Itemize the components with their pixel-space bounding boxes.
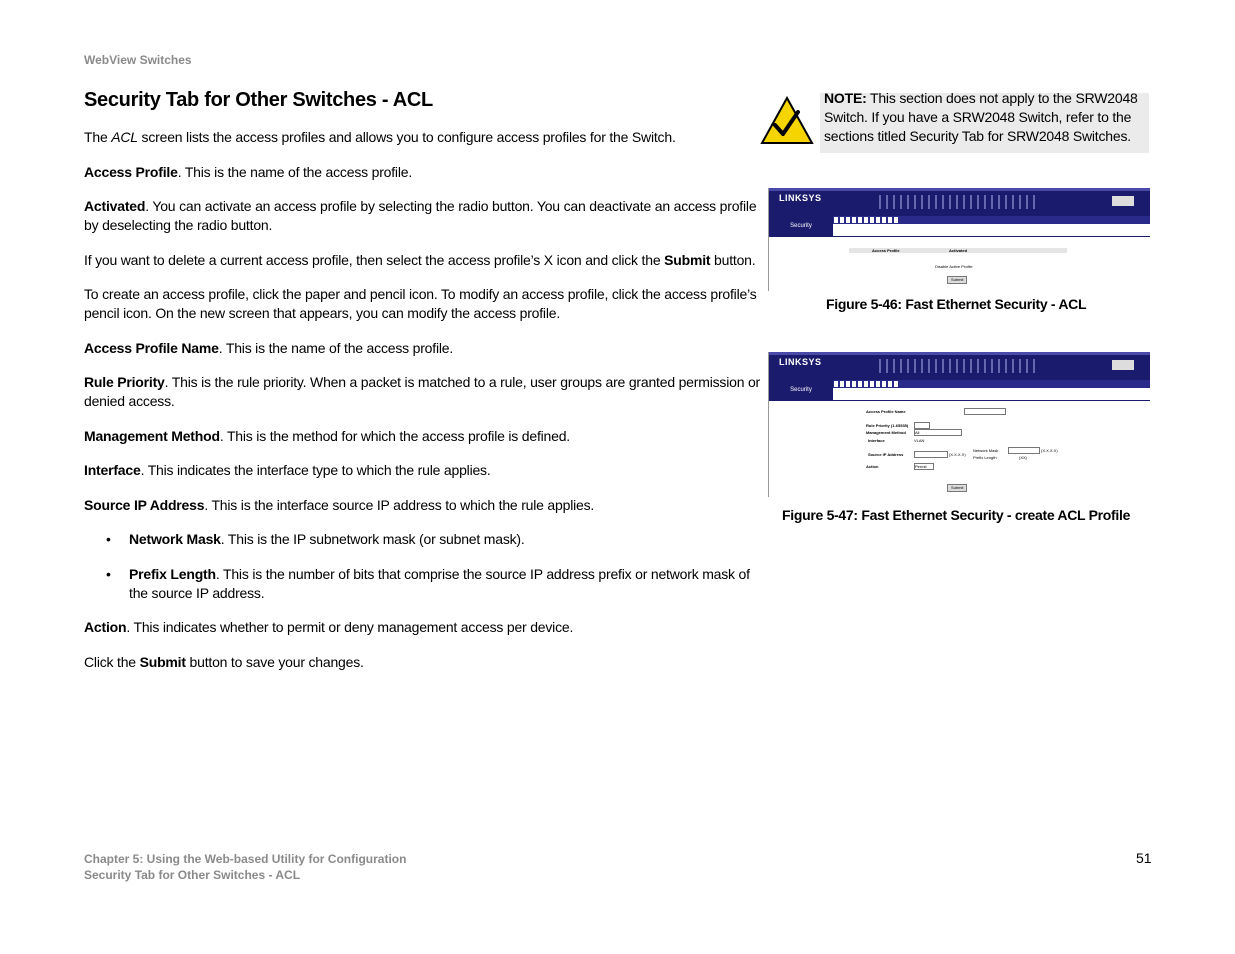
figure-acl-screenshot <box>768 188 1150 291</box>
disable-profile-label: Disable Active Profile <box>935 264 973 269</box>
field-management-method: Management Method. This is the method for which the access profile is defined. <box>84 427 570 444</box>
label-rule-priority: Rule Priority (1-65535) <box>866 423 909 428</box>
field-interface: Interface. This indicates the interface type to which the rule applies. <box>84 462 491 478</box>
intro-paragraph: The ACL screen lists the access profiles and allows you to configure access profiles for the Switch. <box>84 129 676 145</box>
submit-paragraph: Click the Submit button to save your changes. <box>84 653 364 670</box>
source-ip-bullets <box>84 530 764 603</box>
network-mask-label: Network Mask <box>973 448 999 453</box>
footer <box>84 851 406 883</box>
label-access-profile-name: Access Profile Name <box>866 409 906 414</box>
action-paragraph: Action. This indicates whether to permit or deny management access per device. <box>84 619 574 635</box>
label-source-ip: Source IP Address <box>868 452 904 457</box>
ip-format: (X.X.X.X) <box>949 452 966 457</box>
security-side-label: Security <box>769 380 833 400</box>
label-action: Action <box>866 464 879 469</box>
delete-paragraph: If you want to delete a current access profile, then select the access profile’s X icon and click the Submit button. <box>84 251 756 268</box>
method-select: All <box>914 429 962 436</box>
switch-ports-graphic <box>879 359 1039 373</box>
mini-tab-bar <box>833 216 1150 224</box>
mask-format: (X.X.X.X) <box>1041 448 1058 453</box>
figure-5-47-caption: Figure 5-47: Fast Ethernet Security - create ACL Profile <box>782 507 1131 523</box>
bullet-prefix-length: • Prefix Length. This is the number of bits that comprise the source IP address prefix or network mask of the source IP address. <box>84 565 764 603</box>
linksys-logo: LINKSYS <box>779 193 822 203</box>
footer-section: Security Tab for Other Switches - ACL <box>84 868 301 882</box>
linksys-header-bar <box>769 352 1150 380</box>
running-header: WebView Switches <box>84 53 192 67</box>
col-access-profile: Access Profile <box>872 248 900 253</box>
col-activated: Activated <box>949 248 968 253</box>
create-paragraph: To create an access profile, click the paper and pencil icon. To modify an access profile, click the access profile’s pencil icon. On the new screen that appears, you can modify the access profile. <box>84 286 757 321</box>
label-interface: Interface <box>868 438 885 443</box>
footer-chapter: Chapter 5: Using the Web-based Utility for Configuration <box>84 852 407 866</box>
linksys-header-bar <box>769 188 1150 216</box>
warning-checkmark-icon <box>760 96 814 146</box>
access-profile-paragraph: Access Profile. This is the name of the access profile. <box>84 163 413 180</box>
field-source-ip: Source IP Address. This is the interface source IP address to which the rule applies. <box>84 496 595 513</box>
switch-ports-graphic <box>879 195 1039 209</box>
prefix-format: (XX) <box>1019 455 1027 460</box>
label-management-method: Management Method <box>866 430 906 435</box>
note-text: NOTE: This section does not apply to the SRW2048 Switch. If you have a SRW2048 Switch, refer to the sections titled Security Tab for SRW2048 Switches. <box>824 90 1138 144</box>
mini-submit-button: Submit <box>947 484 967 492</box>
figure-create-acl-screenshot <box>768 352 1150 497</box>
mini-tab-bar <box>833 380 1150 388</box>
activated-paragraph: Activated. You can activate an access profile by selecting the radio button. You can deactivate an access profile by deselecting the radio button. <box>84 198 757 233</box>
cisco-logo <box>1112 360 1134 370</box>
field-rule-priority: Rule Priority. This is the rule priority. When a packet is matched to a rule, user groups are granted permission or denied access. <box>84 374 761 409</box>
action-select: Permit <box>914 463 934 470</box>
bullet-network-mask: • Network Mask. This is the IP subnetwork mask (or subnet mask). <box>84 530 764 549</box>
cisco-logo <box>1112 196 1134 206</box>
figure-5-46-caption: Figure 5-46: Fast Ethernet Security - ACL <box>826 296 1087 312</box>
field-access-profile-name: Access Profile Name. This is the name of the access profile. <box>84 339 454 356</box>
page-title: Security Tab for Other Switches - ACL <box>84 89 433 111</box>
prefix-length-label: Prefix Length <box>973 455 997 460</box>
security-side-label: Security <box>769 216 833 236</box>
page-number: 51 <box>1136 850 1152 866</box>
body-text <box>84 128 764 687</box>
mini-submit-button: Submit <box>947 276 967 284</box>
vlan-label: VLAN <box>914 438 925 443</box>
linksys-logo: LINKSYS <box>779 357 822 367</box>
